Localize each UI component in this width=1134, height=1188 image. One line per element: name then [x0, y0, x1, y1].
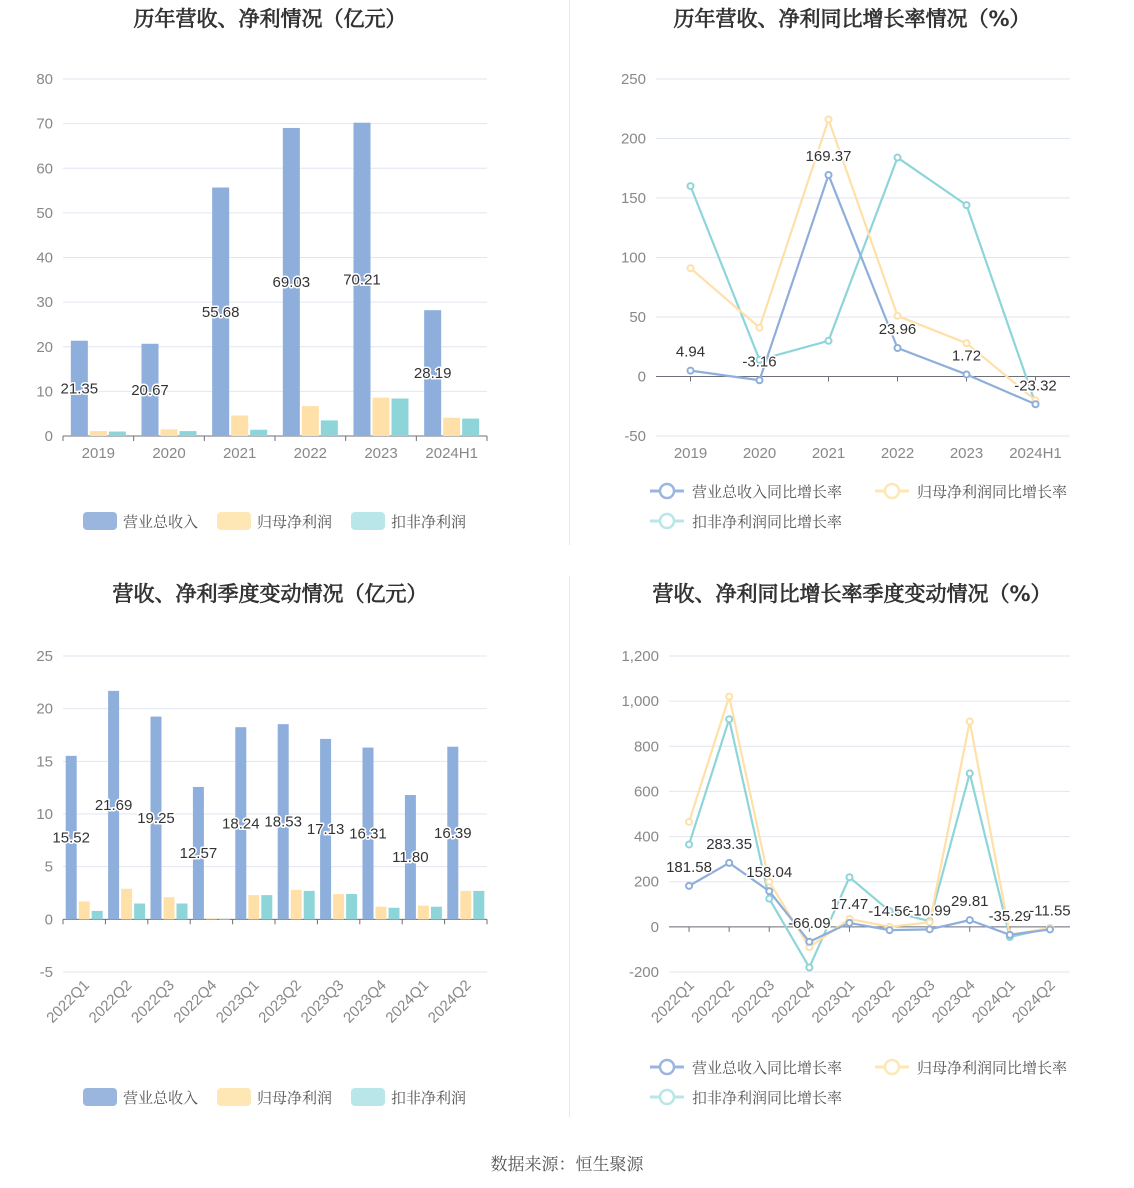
x-tick-label: 2023Q3 — [888, 976, 939, 1027]
vertical-divider-top — [569, 0, 570, 545]
bar-deducted-profit — [392, 399, 409, 436]
bar-net-profit — [333, 894, 344, 919]
bar-deducted-profit — [219, 919, 230, 920]
bar-value-label: 21.35 — [60, 380, 99, 398]
y-tick-label: 30 — [36, 294, 53, 312]
bar-net-profit — [373, 398, 390, 436]
x-tick-label: 2024Q2 — [1009, 976, 1059, 1027]
bar-deducted-profit — [250, 430, 267, 436]
point-revenue-growth — [1047, 926, 1053, 932]
legend-label: 营业总收入 — [123, 1089, 199, 1107]
point-deducted-profit-growth — [895, 155, 901, 161]
bar-deducted-profit — [261, 895, 272, 919]
vertical-divider-bottom — [569, 576, 570, 1117]
annual-growth-chart — [570, 0, 1134, 560]
point-deducted-profit-growth — [726, 716, 732, 722]
point-revenue-growth — [846, 920, 852, 926]
quarterly-values-chart — [0, 576, 568, 1136]
bar-value-label: 21.69 — [94, 797, 133, 815]
bar-value-label: 28.19 — [413, 365, 452, 383]
bar-value-label: 70.21 — [343, 271, 381, 289]
point-value-label: 1.72 — [951, 347, 982, 365]
legend-swatch-marker — [885, 484, 899, 498]
bar-deducted-profit — [180, 431, 197, 436]
point-deducted-profit-growth — [964, 202, 970, 208]
bar-net-profit — [248, 895, 259, 919]
point-value-label: 4.94 — [675, 343, 706, 361]
bar-deducted-profit — [321, 420, 338, 436]
legend-label: 归母净利润 — [257, 1089, 333, 1107]
x-tick-label: 2024Q1 — [382, 976, 433, 1027]
x-tick-label: 2021 — [222, 445, 257, 462]
point-revenue-growth — [895, 345, 901, 351]
legend-label: 扣非净利润同比增长率 — [692, 1089, 843, 1107]
point-value-label: -10.99 — [908, 902, 951, 920]
bar-deducted-profit — [304, 891, 315, 919]
point-deducted-profit-growth — [806, 964, 812, 970]
y-tick-label: 0 — [44, 428, 53, 445]
point-revenue-growth — [686, 883, 692, 889]
point-revenue-growth — [1007, 932, 1013, 938]
quarterly-growth-chart — [570, 576, 1134, 1136]
bar-value-label: 17.13 — [306, 821, 345, 839]
x-tick-label: 2024H1 — [1009, 445, 1062, 462]
bar-value-label: 16.39 — [434, 825, 472, 843]
x-tick-label: 2023Q4 — [340, 976, 390, 1027]
y-tick-label: 400 — [633, 828, 659, 846]
x-tick-label: 2022 — [293, 445, 328, 462]
bar-net-profit — [90, 431, 107, 436]
bar-net-profit — [79, 901, 90, 919]
point-revenue-growth — [967, 917, 973, 923]
chart-title: 历年营收、净利情况（亿元） — [133, 7, 407, 31]
y-tick-label: 100 — [620, 249, 646, 267]
x-tick-label: 2022Q1 — [648, 976, 698, 1027]
point-net-profit-growth — [826, 116, 832, 122]
bar-net-profit — [376, 907, 387, 920]
bar-value-label: 12.57 — [179, 845, 218, 863]
point-revenue-growth — [726, 860, 732, 866]
legend-label: 归母净利润同比增长率 — [917, 483, 1068, 501]
y-tick-label: 70 — [36, 115, 53, 133]
x-tick-label: 2023Q2 — [255, 976, 306, 1027]
point-value-label: -35.29 — [988, 907, 1032, 925]
bar-net-profit — [291, 890, 302, 919]
bar-deducted-profit — [389, 908, 400, 920]
bar-value-label: 18.24 — [222, 815, 260, 833]
point-value-label: 283.35 — [706, 835, 753, 853]
point-value-label: 169.37 — [805, 147, 852, 165]
legend-label: 归母净利润同比增长率 — [917, 1059, 1068, 1077]
bar-deducted-profit — [134, 904, 145, 920]
bar-value-label: 15.52 — [52, 829, 90, 847]
y-tick-label: 0 — [637, 368, 646, 386]
bar-value-label: 11.80 — [392, 849, 429, 867]
data-source-note: 数据来源：恒生聚源 — [490, 1155, 644, 1175]
x-tick-label: 2024Q2 — [424, 976, 475, 1027]
bar-net-profit — [231, 415, 248, 436]
y-tick-label: 20 — [36, 338, 53, 356]
point-value-label: -23.32 — [1014, 377, 1057, 395]
point-net-profit-growth — [927, 919, 933, 925]
bar-deducted-profit — [431, 907, 442, 920]
bar-deducted-profit — [177, 904, 188, 920]
bar-value-label: 20.67 — [131, 381, 169, 399]
y-tick-label: 0 — [44, 911, 53, 929]
y-tick-label: -200 — [628, 964, 659, 981]
x-tick-label: 2022Q2 — [85, 976, 136, 1027]
legend-label: 营业总收入同比增长率 — [692, 483, 843, 501]
x-tick-label: 2022Q4 — [768, 976, 819, 1027]
bar-deducted-profit — [346, 894, 357, 919]
y-tick-label: 10 — [36, 383, 53, 401]
x-tick-label: 2023Q1 — [808, 976, 859, 1027]
point-revenue-growth — [1033, 401, 1039, 407]
x-tick-label: 2019 — [673, 445, 708, 462]
chart-title: 营收、净利同比增长率季度变动情况（%） — [652, 582, 1052, 606]
legend-label: 归母净利润 — [257, 513, 333, 531]
chart-title: 营收、净利季度变动情况（亿元） — [112, 582, 428, 606]
legend-swatch-marker — [660, 1090, 674, 1104]
y-tick-label: -5 — [39, 964, 53, 981]
chart-title: 历年营收、净利同比增长率情况（%） — [673, 7, 1031, 31]
legend-swatch-marker — [660, 1060, 674, 1074]
bar-net-profit — [460, 891, 471, 919]
legend-label: 营业总收入同比增长率 — [692, 1059, 843, 1077]
point-deducted-profit-growth — [766, 896, 772, 902]
point-value-label: 17.47 — [830, 895, 869, 913]
point-revenue-growth — [927, 926, 933, 932]
legend-swatch — [217, 1088, 251, 1106]
y-tick-label: 15 — [36, 753, 53, 771]
x-tick-label: 2020 — [152, 445, 186, 462]
bar-value-label: 18.53 — [264, 813, 302, 831]
legend-swatch — [351, 512, 385, 530]
x-tick-label: 2020 — [742, 445, 777, 462]
legend-swatch — [217, 512, 251, 530]
x-tick-label: 2021 — [811, 445, 846, 462]
point-deducted-profit-growth — [967, 770, 973, 776]
x-tick-label: 2023 — [364, 445, 398, 462]
legend-label: 营业总收入 — [123, 513, 199, 531]
point-value-label: -3.16 — [742, 353, 777, 371]
bar-value-label: 69.03 — [272, 273, 311, 291]
legend-swatch-marker — [885, 1060, 899, 1074]
bar-net-profit — [164, 897, 175, 919]
x-tick-label: 2023Q3 — [297, 976, 348, 1027]
point-net-profit-growth — [686, 819, 692, 825]
bar-deducted-profit — [92, 911, 103, 919]
y-tick-label: 200 — [633, 873, 659, 891]
x-tick-label: 2023Q4 — [928, 976, 979, 1027]
bar-deducted-profit — [109, 432, 126, 436]
legend-swatch-marker — [660, 484, 674, 498]
point-revenue-growth — [826, 172, 832, 178]
bar-net-profit — [302, 406, 319, 436]
bar-deducted-profit — [473, 891, 484, 919]
legend-swatch-marker — [660, 514, 674, 528]
legend-label: 扣非净利润 — [391, 1089, 467, 1107]
point-revenue-growth — [964, 371, 970, 377]
x-tick-label: 2023Q1 — [212, 976, 263, 1027]
x-tick-label: 2022Q4 — [170, 976, 221, 1027]
bar-value-label: 55.68 — [201, 303, 240, 321]
y-tick-label: 25 — [36, 648, 53, 665]
point-value-label: 181.58 — [666, 858, 712, 876]
point-value-label: 29.81 — [950, 893, 989, 911]
y-tick-label: 150 — [620, 190, 646, 207]
y-tick-label: -50 — [624, 428, 646, 445]
y-tick-label: 50 — [629, 309, 646, 326]
point-revenue-growth — [688, 368, 694, 374]
point-net-profit-growth — [964, 340, 970, 346]
y-tick-label: 10 — [36, 806, 53, 823]
x-tick-label: 2022Q2 — [688, 976, 738, 1027]
bar-value-label: 16.31 — [349, 825, 387, 843]
point-net-profit-growth — [757, 325, 763, 331]
point-net-profit-growth — [967, 718, 973, 724]
point-value-label: 158.04 — [746, 864, 793, 882]
legend-swatch — [351, 1088, 385, 1106]
point-net-profit-growth — [726, 694, 732, 700]
point-value-label: -66.09 — [788, 914, 831, 932]
legend-swatch — [83, 1088, 117, 1106]
bar-net-profit — [206, 918, 217, 919]
legend-label: 扣非净利润同比增长率 — [692, 513, 843, 531]
bar-net-profit — [443, 418, 460, 436]
point-value-label: -14.56 — [868, 903, 911, 921]
annual-values-chart — [0, 0, 568, 560]
y-tick-label: 80 — [36, 71, 53, 88]
point-revenue-growth — [806, 939, 812, 945]
y-tick-label: 50 — [36, 204, 53, 222]
point-deducted-profit-growth — [688, 183, 694, 189]
y-tick-label: 20 — [36, 700, 53, 718]
x-tick-label: 2022Q3 — [128, 976, 178, 1027]
point-net-profit-growth — [895, 313, 901, 319]
legend-label: 扣非净利润 — [391, 513, 467, 531]
point-value-label: 23.96 — [878, 320, 917, 338]
y-tick-label: 250 — [620, 71, 646, 88]
y-tick-label: 1,000 — [621, 693, 659, 711]
x-tick-label: 2024Q1 — [968, 976, 1019, 1027]
y-tick-label: 5 — [44, 858, 53, 876]
point-deducted-profit-growth — [686, 841, 692, 847]
y-tick-label: 0 — [650, 918, 659, 936]
x-tick-label: 2022Q3 — [728, 976, 779, 1027]
x-tick-label: 2022Q1 — [43, 976, 94, 1027]
y-tick-label: 200 — [620, 130, 646, 148]
point-value-label: -11.55 — [1029, 902, 1071, 920]
point-revenue-growth — [757, 377, 763, 383]
point-revenue-growth — [766, 888, 772, 894]
bar-net-profit — [161, 429, 178, 436]
bar-net-profit — [121, 889, 132, 920]
y-tick-label: 60 — [36, 160, 53, 178]
x-tick-label: 2024H1 — [425, 445, 478, 462]
legend-swatch — [83, 512, 117, 530]
bar-net-profit — [418, 906, 429, 920]
x-tick-label: 2023 — [949, 445, 984, 462]
bar-value-label: 19.25 — [137, 809, 175, 827]
point-deducted-profit-growth — [826, 338, 832, 344]
point-deducted-profit-growth — [846, 874, 852, 880]
x-tick-label: 2019 — [81, 445, 116, 462]
bar-deducted-profit — [462, 419, 479, 436]
x-tick-label: 2023Q2 — [848, 976, 899, 1027]
y-tick-label: 800 — [633, 738, 659, 756]
y-tick-label: 40 — [36, 249, 53, 267]
y-tick-label: 1,200 — [621, 648, 659, 665]
point-revenue-growth — [887, 927, 893, 933]
y-tick-label: 600 — [633, 783, 659, 801]
x-tick-label: 2022 — [880, 445, 915, 462]
point-net-profit-growth — [688, 265, 694, 271]
